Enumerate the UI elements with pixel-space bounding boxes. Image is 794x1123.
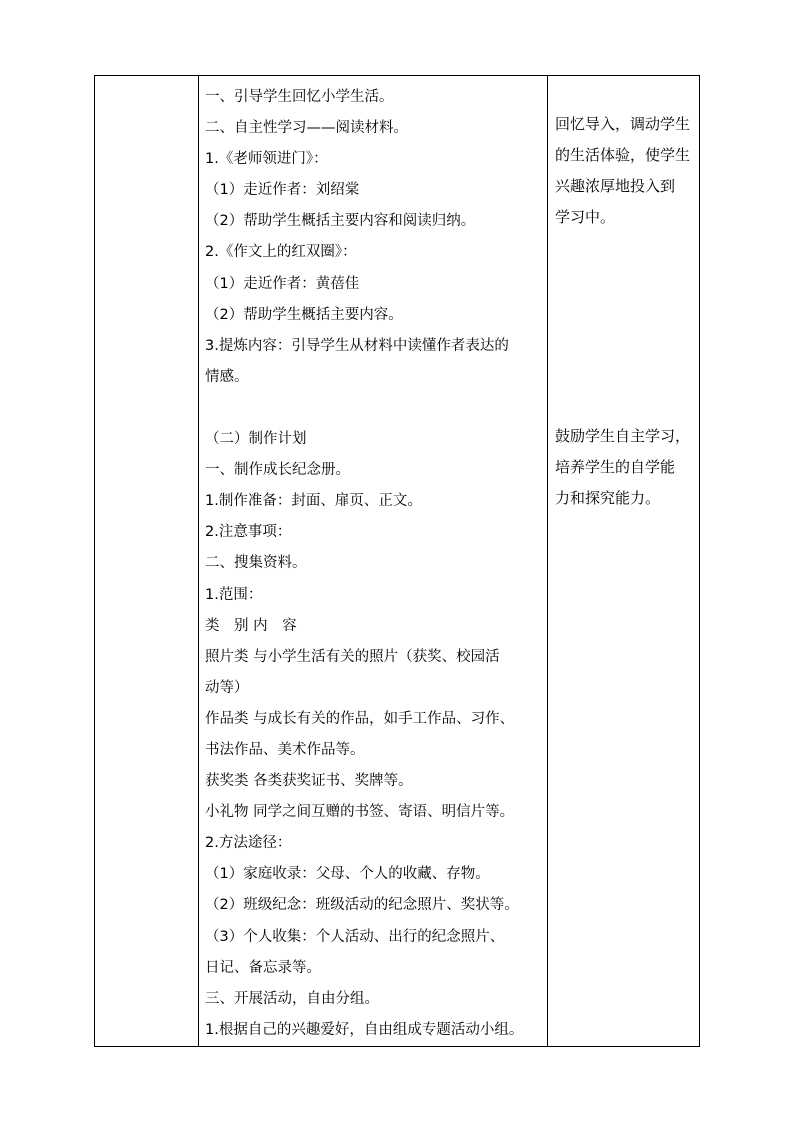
left-empty-cell bbox=[95, 76, 199, 1047]
process-line: （1）走近作者：黄蓓佳 bbox=[205, 275, 360, 292]
note-line: 鼓励学生自主学习， bbox=[555, 427, 691, 445]
category-row: 书法作品、美术作品等。 bbox=[205, 741, 365, 758]
category-row: 照片类 与小学生活有关的照片（获奖、校园活 bbox=[205, 648, 500, 665]
process-line: 三、开展活动，自由分组。 bbox=[205, 990, 379, 1007]
process-line: 二、搜集资料。 bbox=[205, 555, 307, 572]
note-line: 培养学生的自学能 bbox=[555, 458, 676, 476]
process-line: 2.注意事项： bbox=[205, 524, 292, 541]
table-row bbox=[95, 76, 700, 1047]
category-row: 小礼物 同学之间互赠的书签、寄语、明信片等。 bbox=[205, 804, 515, 821]
process-line: （1）家庭收录：父母、个人的收藏、存物。 bbox=[205, 866, 490, 883]
category-row: 作品类 与成长有关的作品，如手工作品、习作、 bbox=[205, 710, 515, 727]
process-line: 二、自主性学习——阅读材料。 bbox=[205, 120, 408, 137]
process-line: （3）个人收集：个人活动、出行的纪念照片、 bbox=[205, 928, 505, 945]
design-note-self-study bbox=[555, 421, 695, 514]
process-line: 一、引导学生回忆小学生活。 bbox=[205, 89, 394, 105]
process-line: 1.《老师领进门》： bbox=[205, 151, 328, 168]
process-line: （2）帮助学生概括主要内容和阅读归纳。 bbox=[205, 213, 476, 230]
process-line: 1.制作准备：封面、扉页、正文。 bbox=[205, 493, 422, 510]
process-line: （2）帮助学生概括主要内容。 bbox=[205, 306, 403, 323]
note-line: 兴趣浓厚地投入到 bbox=[555, 177, 676, 195]
process-line: （2）班级纪念：班级活动的纪念照片、奖状等。 bbox=[205, 897, 519, 914]
design-intent-cell bbox=[548, 76, 700, 1047]
process-line: 1.范围： bbox=[205, 586, 263, 603]
category-row: 获奖类 各类获奖证书、奖牌等。 bbox=[205, 773, 413, 790]
process-line: 3.提炼内容：引导学生从材料中读懂作者表达的 bbox=[205, 337, 509, 354]
note-line: 学习中。 bbox=[555, 208, 616, 226]
process-line: 日记、备忘录等。 bbox=[205, 959, 321, 976]
lesson-plan-table bbox=[94, 75, 700, 1047]
note-line: 的生活体验，使学生 bbox=[555, 146, 691, 164]
process-line: 情感。 bbox=[205, 368, 249, 385]
note-line: 力和探究能力。 bbox=[555, 489, 661, 507]
process-line: 2.方法途径： bbox=[205, 835, 292, 852]
process-line: 2.《作文上的红双圈》： bbox=[205, 244, 357, 261]
category-row: 动等） bbox=[205, 679, 249, 696]
process-line: （1）走近作者：刘绍棠 bbox=[205, 182, 360, 199]
design-note-recall bbox=[555, 109, 695, 233]
blank-line bbox=[205, 393, 543, 424]
process-line: 1.根据自己的兴趣爱好，自由组成专题活动小组。 bbox=[205, 1021, 524, 1038]
process-line: 一、制作成长纪念册。 bbox=[205, 462, 350, 479]
teaching-process-cell bbox=[199, 76, 548, 1047]
section-heading: （二）制作计划 bbox=[205, 431, 307, 448]
note-line: 回忆导入，调动学生 bbox=[555, 115, 691, 133]
category-header: 类 别 内 容 bbox=[205, 617, 297, 634]
